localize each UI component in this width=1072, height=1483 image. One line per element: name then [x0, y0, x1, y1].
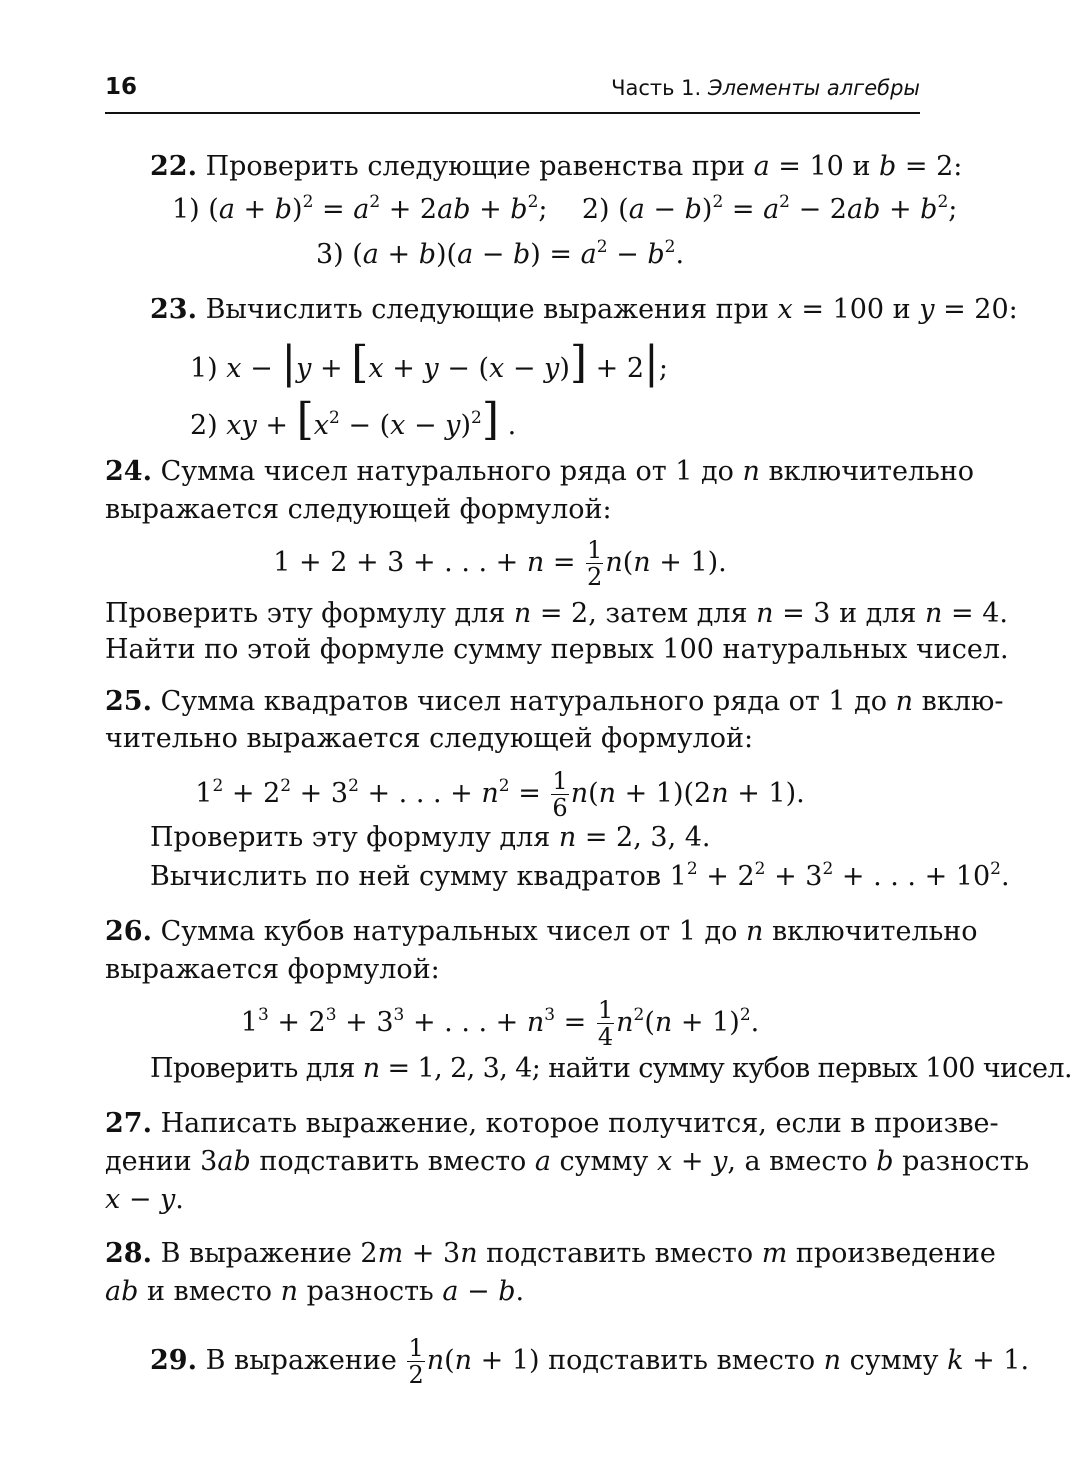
page-number: 16 — [105, 74, 138, 100]
problem-25-line-2: чительно выражается следующей формулой: — [105, 723, 754, 754]
problem-25-line-3: Проверить эту формулу для n = 2, 3, 4. — [150, 822, 711, 853]
problem-24-line-1: 24. Сумма чисел натурального ряда от 1 до n включительно — [105, 456, 975, 487]
problem-27-line-2: дении 3ab подставить вместо a сумму x + y, а вместо b разность — [105, 1146, 1030, 1177]
problem-26-line-1: 26. Сумма кубов натуральных чисел от 1 до n включительно — [105, 916, 978, 947]
problem-25-line-4: Вычислить по ней сумму квадратов $1^2 + 2^2 + 3^2$ + . . . + $10^2$. — [150, 859, 1010, 892]
problem-22-statement: 22. Проверить следующие равенства при a = 10 и b = 2: — [150, 151, 963, 182]
problem-26-formula: $1^3 + 2^3 + 3^3$ + . . . + $n^3$ = $\frac{1}{4}$ $n^2(n + 1)^2$. — [240, 996, 760, 1051]
problem-28-line-2: ab и вместо n разность a − b. — [105, 1276, 525, 1307]
problem-23-statement: 23. Вычислить следующие выражения при x = 100 и y = 20: — [150, 294, 1018, 325]
problem-23-formula-1: 1) x − |y + [x + y − (x − y)] + 2|; — [190, 337, 668, 388]
problem-26-line-2: выражается формулой: — [105, 954, 440, 985]
problem-23-formula-2: 2) xy + $[x^2 - (x - y)^2]$ . — [190, 394, 517, 445]
problem-25-line-1: 25. Сумма квадратов чисел натурального ряда от 1 до n вклю- — [105, 686, 1004, 717]
problem-26-line-3: Проверить для n = 1, 2, 3, 4; найти сумму кубов первых 100 чисел. — [150, 1053, 1072, 1084]
problem-24-line-2: выражается следующей формулой: — [105, 494, 612, 525]
problem-27-line-1: 27. Написать выражение, которое получится, если в произве- — [105, 1108, 999, 1139]
running-title: Часть 1. Элементы алгебры — [611, 76, 920, 100]
problem-22-formulas: 1) $(a + b)^2 = a^2 + 2ab + b^2$; 2) $(a - b)^2 = a^2 - 2ab + b^2$; — [172, 192, 958, 225]
problem-22-formula-3: 3) $(a + b)(a - b) = a^2 - b^2$. — [315, 237, 685, 270]
page-header — [105, 72, 920, 114]
problem-24-line-3: Проверить эту формулу для n = 2, затем для n = 3 и для n = 4. — [105, 598, 1008, 629]
problem-25-formula: $1^2 + 2^2 + 3^2$ + . . . + $n^2$ = $\frac{1}{6}$ n(n + 1)(2n + 1). — [195, 767, 805, 822]
problem-28-line-1: 28. В выражение 2m + 3n подставить вместо m произведение — [105, 1238, 996, 1269]
problem-24-formula: 1 + 2 + 3 + . . . + n = $\frac{1}{2}$ n(n + 1). — [273, 536, 727, 591]
problem-29-statement: 29. В выражение $\frac{1}{2}$ n(n + 1) подставить вместо n сумму k + 1. — [150, 1334, 1030, 1389]
problem-24-line-4: Найти по этой формуле сумму первых 100 натуральных чисел. — [105, 634, 1009, 665]
problem-27-line-3: x − y. — [105, 1184, 184, 1215]
